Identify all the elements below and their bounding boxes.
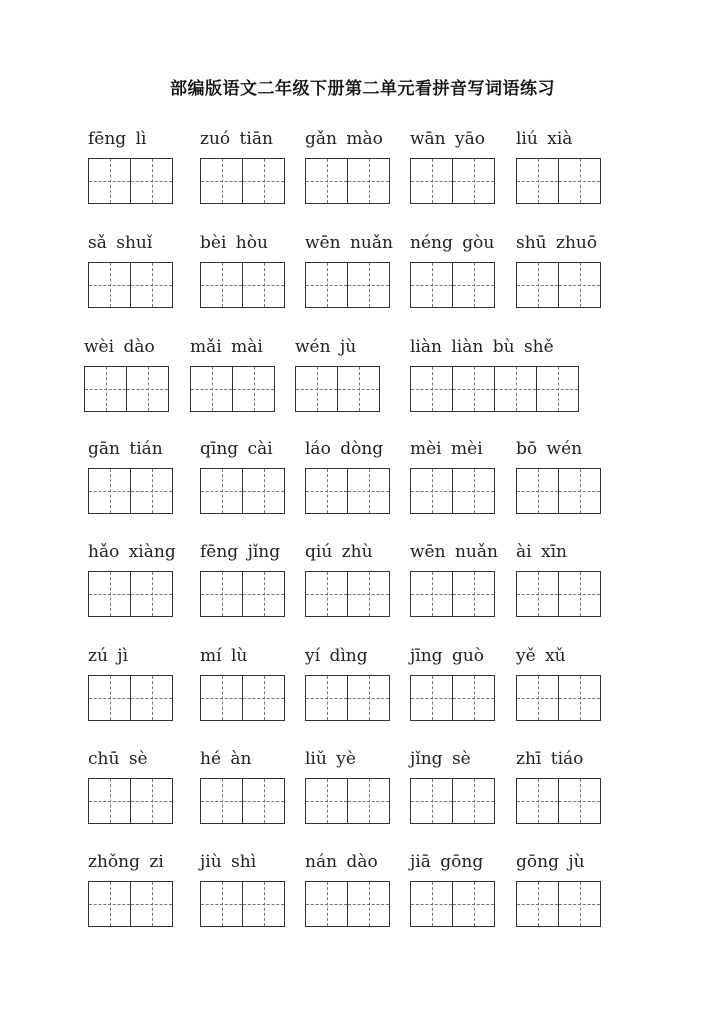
tianzige-cell[interactable]: [306, 881, 348, 927]
tianzige-cell[interactable]: [453, 158, 495, 204]
tianzige-cell[interactable]: [306, 158, 348, 204]
tianzige-cell[interactable]: [411, 571, 453, 617]
pinyin-label: gān tián: [88, 439, 163, 459]
writing-grid: [88, 158, 173, 204]
tianzige-cell[interactable]: [517, 881, 559, 927]
tianzige-cell[interactable]: [537, 366, 579, 412]
tianzige-cell[interactable]: [559, 571, 601, 617]
tianzige-cell[interactable]: [306, 468, 348, 514]
tianzige-cell[interactable]: [131, 571, 173, 617]
writing-grid: [200, 468, 285, 514]
tianzige-cell[interactable]: [201, 881, 243, 927]
pinyin-label: shū zhuō: [516, 233, 598, 253]
pinyin-label: láo dòng: [305, 439, 384, 459]
tianzige-cell[interactable]: [348, 468, 390, 514]
pinyin-label: fēng lì: [88, 129, 147, 149]
tianzige-cell[interactable]: [233, 366, 275, 412]
tianzige-cell[interactable]: [559, 675, 601, 721]
tianzige-cell[interactable]: [517, 262, 559, 308]
writing-grid: [305, 158, 390, 204]
tianzige-cell[interactable]: [89, 262, 131, 308]
writing-grid: [88, 675, 173, 721]
tianzige-cell[interactable]: [306, 778, 348, 824]
tianzige-cell[interactable]: [559, 262, 601, 308]
writing-grid: [516, 468, 601, 514]
pinyin-label: wēn nuǎn: [305, 233, 393, 253]
writing-grid: [516, 881, 601, 927]
writing-grid: [305, 675, 390, 721]
tianzige-cell[interactable]: [201, 778, 243, 824]
pinyin-label: sǎ shuǐ: [88, 233, 153, 253]
tianzige-cell[interactable]: [495, 366, 537, 412]
pinyin-label: liàn liàn bù shě: [410, 337, 554, 357]
tianzige-cell[interactable]: [89, 881, 131, 927]
pinyin-label: gōng jù: [516, 852, 585, 872]
pinyin-label: zhī tiáo: [516, 749, 584, 769]
tianzige-cell[interactable]: [85, 366, 127, 412]
tianzige-cell[interactable]: [517, 468, 559, 514]
tianzige-cell[interactable]: [517, 675, 559, 721]
writing-grid: [84, 366, 169, 412]
tianzige-cell[interactable]: [201, 675, 243, 721]
writing-grid: [305, 778, 390, 824]
pinyin-label: wēn nuǎn: [410, 542, 498, 562]
writing-grid: [295, 366, 380, 412]
tianzige-cell[interactable]: [348, 778, 390, 824]
worksheet-title: 部编版语文二年级下册第二单元看拼音写词语练习: [170, 79, 555, 99]
tianzige-cell[interactable]: [559, 778, 601, 824]
pinyin-label: liǔ yè: [305, 749, 356, 769]
tianzige-cell[interactable]: [131, 881, 173, 927]
pinyin-label: yí dìng: [305, 646, 368, 666]
pinyin-label: fēng jǐng: [200, 542, 281, 562]
tianzige-cell[interactable]: [243, 158, 285, 204]
tianzige-cell[interactable]: [201, 468, 243, 514]
writing-grid: [410, 778, 495, 824]
pinyin-label: hǎo xiàng: [88, 542, 176, 562]
writing-grid: [305, 881, 390, 927]
tianzige-cell[interactable]: [243, 571, 285, 617]
tianzige-cell[interactable]: [243, 262, 285, 308]
tianzige-cell[interactable]: [453, 366, 495, 412]
writing-grid: [305, 468, 390, 514]
writing-grid: [200, 881, 285, 927]
pinyin-label: wèi dào: [84, 337, 155, 357]
pinyin-label: zhǒng zi: [88, 852, 164, 872]
tianzige-cell[interactable]: [348, 571, 390, 617]
writing-grid: [410, 468, 495, 514]
writing-grid: [200, 571, 285, 617]
pinyin-label: liú xià: [516, 129, 573, 149]
pinyin-label: mèi mèi: [410, 439, 483, 459]
pinyin-label: mǎi mài: [190, 337, 263, 357]
tianzige-cell[interactable]: [453, 778, 495, 824]
writing-grid: [410, 262, 495, 308]
pinyin-label: wān yāo: [410, 129, 486, 149]
pinyin-label: hé àn: [200, 749, 252, 769]
tianzige-cell[interactable]: [243, 468, 285, 514]
pinyin-label: wén jù: [295, 337, 357, 357]
writing-grid: [516, 262, 601, 308]
writing-grid: [516, 778, 601, 824]
tianzige-cell[interactable]: [411, 881, 453, 927]
pinyin-label: yě xǔ: [516, 646, 566, 666]
writing-grid: [410, 675, 495, 721]
tianzige-cell[interactable]: [306, 571, 348, 617]
pinyin-label: gǎn mào: [305, 129, 383, 149]
tianzige-cell[interactable]: [559, 881, 601, 927]
tianzige-cell[interactable]: [453, 262, 495, 308]
tianzige-cell[interactable]: [411, 675, 453, 721]
writing-grid: [410, 366, 579, 412]
tianzige-cell[interactable]: [559, 468, 601, 514]
tianzige-cell[interactable]: [348, 881, 390, 927]
tianzige-cell[interactable]: [89, 468, 131, 514]
pinyin-label: zú jì: [88, 646, 129, 666]
writing-grid: [88, 778, 173, 824]
tianzige-cell[interactable]: [411, 778, 453, 824]
writing-grid: [516, 675, 601, 721]
tianzige-cell[interactable]: [453, 881, 495, 927]
writing-grid: [305, 571, 390, 617]
tianzige-cell[interactable]: [201, 158, 243, 204]
writing-grid: [88, 468, 173, 514]
tianzige-cell[interactable]: [559, 158, 601, 204]
pinyin-label: bō wén: [516, 439, 583, 459]
pinyin-label: zuó tiān: [200, 129, 273, 149]
tianzige-cell[interactable]: [89, 675, 131, 721]
tianzige-cell[interactable]: [411, 262, 453, 308]
tianzige-cell[interactable]: [243, 778, 285, 824]
writing-grid: [88, 262, 173, 308]
writing-grid: [190, 366, 275, 412]
writing-grid: [305, 262, 390, 308]
tianzige-cell[interactable]: [517, 778, 559, 824]
tianzige-cell[interactable]: [201, 571, 243, 617]
tianzige-cell[interactable]: [411, 468, 453, 514]
tianzige-cell[interactable]: [453, 675, 495, 721]
tianzige-cell[interactable]: [243, 881, 285, 927]
pinyin-label: qīng cài: [200, 439, 273, 459]
tianzige-cell[interactable]: [517, 158, 559, 204]
tianzige-cell[interactable]: [348, 675, 390, 721]
tianzige-cell[interactable]: [517, 571, 559, 617]
tianzige-cell[interactable]: [348, 158, 390, 204]
pinyin-label: jiù shì: [200, 852, 257, 872]
pinyin-label: ài xīn: [516, 542, 567, 562]
tianzige-cell[interactable]: [411, 158, 453, 204]
tianzige-cell[interactable]: [296, 366, 338, 412]
writing-grid: [200, 158, 285, 204]
pinyin-label: jīng guò: [410, 646, 485, 666]
tianzige-cell[interactable]: [201, 262, 243, 308]
tianzige-cell[interactable]: [191, 366, 233, 412]
tianzige-cell[interactable]: [131, 778, 173, 824]
tianzige-cell[interactable]: [243, 675, 285, 721]
pinyin-label: mí lù: [200, 646, 248, 666]
tianzige-cell[interactable]: [453, 571, 495, 617]
tianzige-cell[interactable]: [348, 262, 390, 308]
tianzige-cell[interactable]: [131, 158, 173, 204]
writing-grid: [88, 881, 173, 927]
pinyin-label: jǐng sè: [410, 749, 471, 769]
tianzige-cell[interactable]: [127, 366, 169, 412]
tianzige-cell[interactable]: [89, 158, 131, 204]
tianzige-cell[interactable]: [306, 262, 348, 308]
writing-grid: [410, 571, 495, 617]
writing-grid: [200, 262, 285, 308]
tianzige-cell[interactable]: [411, 366, 453, 412]
tianzige-cell[interactable]: [338, 366, 380, 412]
pinyin-label: nán dào: [305, 852, 378, 872]
tianzige-cell[interactable]: [131, 262, 173, 308]
pinyin-label: chū sè: [88, 749, 148, 769]
tianzige-cell[interactable]: [131, 675, 173, 721]
writing-grid: [200, 675, 285, 721]
tianzige-cell[interactable]: [89, 571, 131, 617]
pinyin-label: néng gòu: [410, 233, 495, 253]
tianzige-cell[interactable]: [453, 468, 495, 514]
tianzige-cell[interactable]: [306, 675, 348, 721]
writing-grid: [516, 158, 601, 204]
writing-grid: [410, 881, 495, 927]
tianzige-cell[interactable]: [89, 778, 131, 824]
pinyin-label: qiú zhù: [305, 542, 373, 562]
pinyin-label: bèi hòu: [200, 233, 268, 253]
writing-grid: [410, 158, 495, 204]
tianzige-cell[interactable]: [131, 468, 173, 514]
writing-grid: [200, 778, 285, 824]
pinyin-label: jiā gōng: [410, 852, 484, 872]
writing-grid: [516, 571, 601, 617]
writing-grid: [88, 571, 173, 617]
